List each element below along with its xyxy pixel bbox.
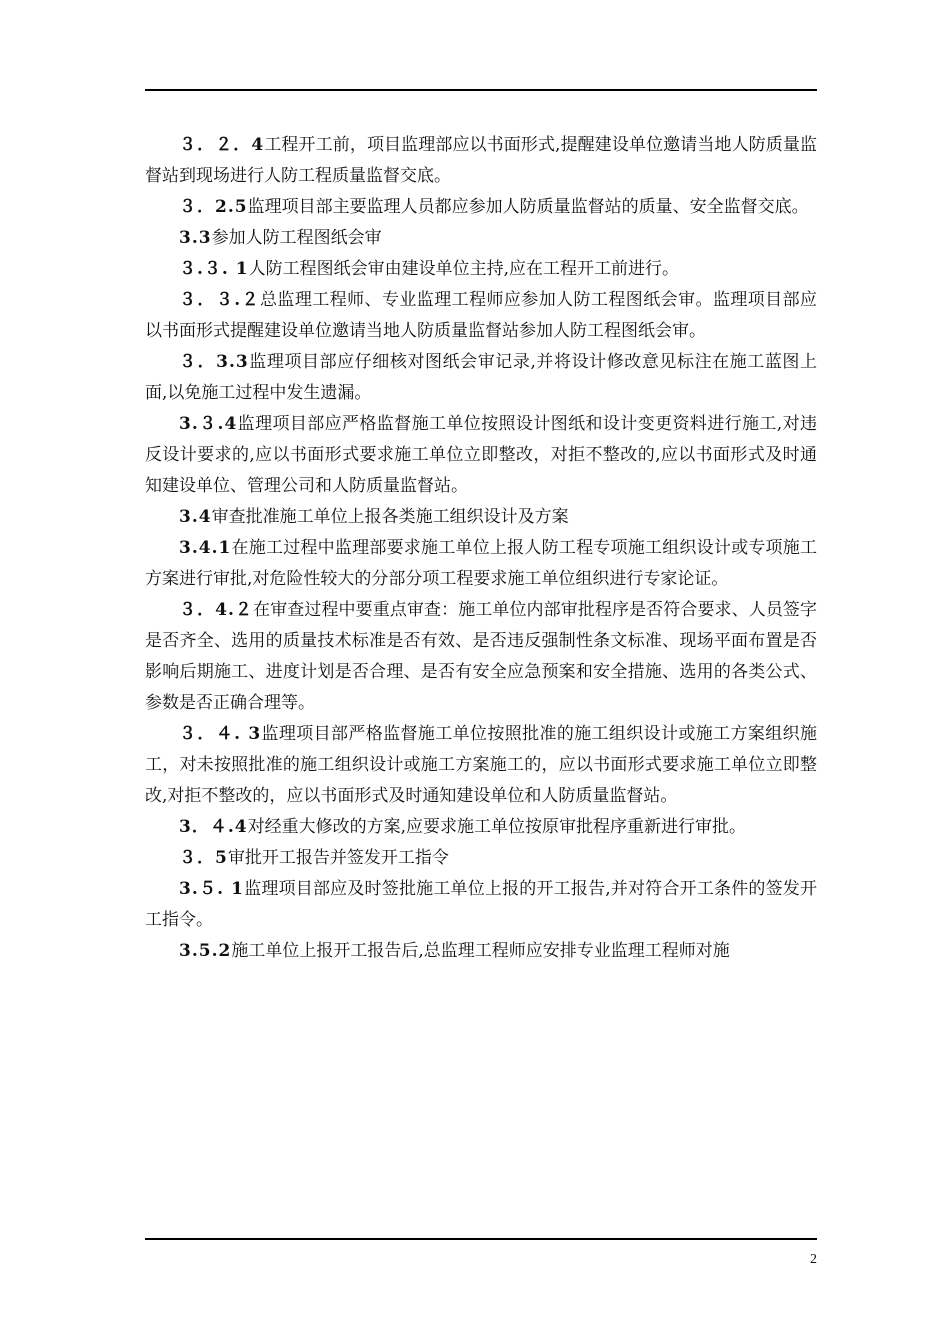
clause-text: 审查批准施工单位上报各类施工组织设计及方案 [211, 507, 569, 527]
clause-text: 总监理工程师、专业监理工程师应参加人防工程图纸会审。监理项目部应以书面形式提醒建设单位邀请当地人防质量监督站参加人防工程图纸会审。 [145, 290, 817, 341]
clause-text: 对经重大修改的方案,应要求施工单位按原审批程序重新进行审批。 [247, 817, 746, 837]
clause-number: 3.３.4 [179, 414, 238, 434]
paragraph [145, 936, 817, 967]
section-heading [145, 502, 817, 533]
clause-text: 审批开工报告并签发开工指令 [227, 848, 449, 868]
clause-text: 参加人防工程图纸会审 [211, 228, 382, 248]
paragraph [145, 719, 817, 812]
page-number: 2 [810, 1252, 817, 1267]
paragraph [145, 254, 817, 285]
clause-number: ３．2.5 [179, 197, 248, 217]
clause-text: 工程开工前，项目监理部应以书面形式,提醒建设单位邀请当地人防质量监督站到现场进行人防工程质量监督交底。 [145, 135, 817, 186]
paragraph [145, 812, 817, 843]
header-rule [145, 89, 817, 91]
paragraph [145, 874, 817, 936]
clause-number: 3.4.1 [179, 538, 232, 558]
clause-text: 监理项目部主要监理人员都应参加人防质量监督站的质量、安全监督交底。 [247, 197, 809, 217]
clause-number: 3.4 [179, 507, 212, 527]
clause-number: ３．３.２ [179, 290, 261, 310]
clause-text: 监理项目部应严格监督施工单位按照设计图纸和设计变更资料进行施工,对违反设计要求的,应以书面形式要求施工单位立即整改，对拒不整改的,应以书面形式及时通知建设单位、管理公司和人防质量监督站。 [145, 414, 817, 496]
paragraph [145, 595, 817, 719]
clause-number: ３．3.3 [179, 352, 249, 372]
clause-number: 3.3 [179, 228, 212, 248]
body-text [145, 130, 817, 967]
clause-number: 3.５. 1 [179, 879, 244, 899]
clause-number: ３.３. 1 [179, 259, 249, 279]
section-heading [145, 843, 817, 874]
clause-text: 在审查过程中要重点审查：施工单位内部审批程序是否符合要求、人员签字是否齐全、选用的质量技术标准是否有效、是否违反强制性条文标准、现场平面布置是否影响后期施工、进度计划是否合理、是否有安全应急预案和安全措施、选用的各类公式、参数是否正确合理等。 [145, 600, 817, 713]
clause-text: 监理项目部严格监督施工单位按照批准的施工组织设计或施工方案组织施工，对未按照批准的施工组织设计或施工方案施工的，应以书面形式要求施工单位立即整改,对拒不整改的，应以书面形式及时通知建设单位和人防质量监督站。 [145, 724, 818, 806]
clause-text: 人防工程图纸会审由建设单位主持,应在工程开工前进行。 [248, 259, 679, 279]
clause-number: ３．5 [179, 848, 228, 868]
paragraph [145, 347, 817, 409]
paragraph [145, 285, 817, 347]
paragraph [145, 533, 817, 595]
clause-number: ３．４. 3 [179, 724, 262, 744]
clause-number: 3．４.4 [179, 817, 248, 837]
clause-number: 3.5.2 [179, 941, 232, 961]
section-heading [145, 223, 817, 254]
clause-text: 在施工过程中监理部要求施工单位上报人防工程专项施工组织设计或专项施工方案进行审批,对危险性较大的分部分项工程要求施工单位组织进行专家论证。 [145, 538, 817, 589]
paragraph [145, 192, 817, 223]
clause-number: ３．4.２ [179, 600, 254, 620]
clause-text: 监理项目部应仔细核对图纸会审记录,并将设计修改意见标注在施工蓝图上面,以免施工过程中发生遗漏。 [145, 352, 818, 403]
clause-text: 监理项目部应及时签批施工单位上报的开工报告,并对符合开工条件的签发开工指令。 [145, 879, 817, 930]
paragraph [145, 130, 817, 192]
footer-rule [145, 1238, 817, 1240]
clause-number: ３．２．4 [179, 135, 265, 155]
clause-text: 施工单位上报开工报告后,总监理工程师应安排专业监理工程师对施 [231, 941, 730, 961]
paragraph [145, 409, 817, 502]
